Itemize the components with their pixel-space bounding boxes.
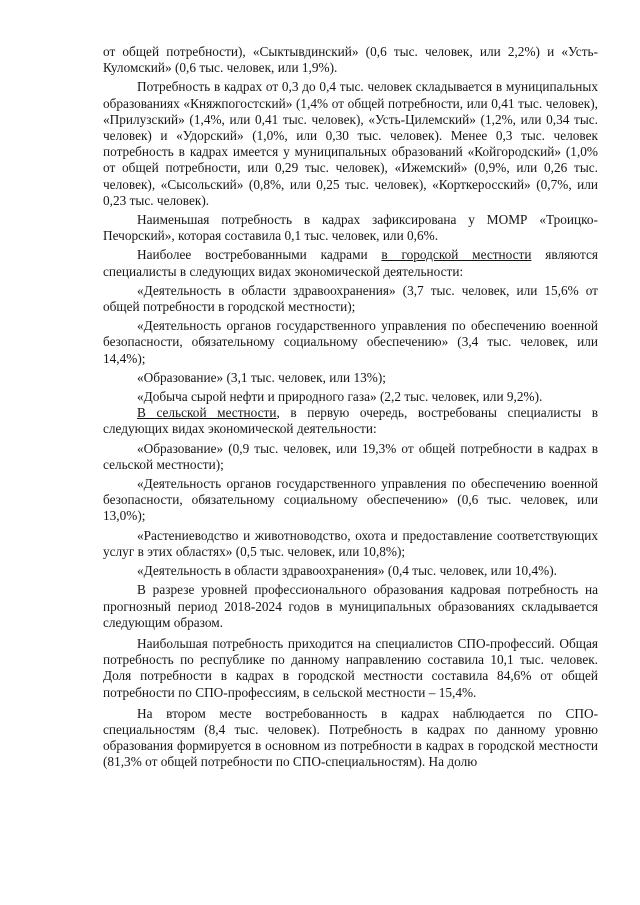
paragraph-urban-demand-intro — [103, 247, 598, 279]
underlined-phrase-rural: В сельской местности — [137, 405, 277, 421]
list-item-urban-healthcare — [103, 283, 598, 315]
list-item-rural-government — [103, 476, 598, 525]
text-span: «Деятельность в области здравоохранения» (3,7 тыс. человек, или 15,6% от общей потребности в городской местности); — [103, 282, 598, 315]
document-page — [103, 44, 598, 771]
list-item-rural-education — [103, 441, 598, 473]
paragraph-spo-professions — [103, 636, 598, 701]
list-item-urban-government — [103, 318, 598, 367]
paragraph-demand-0-3-0-4 — [103, 79, 598, 209]
text-span: являются специалисты в следующих видах экономической деятельности: — [103, 247, 598, 279]
text-span: , в первую очередь, востребованы специалисты в следующих видах экономической деятельности: — [103, 405, 598, 437]
text-span: «Деятельность органов государственного управления по обеспечению военной безопасности, обязательному социальному обеспечению» (3,4 тыс. человек, или 14,4%); — [103, 318, 598, 366]
text-span: Наиболее востребованными кадрами — [137, 247, 382, 263]
list-item-rural-healthcare — [103, 563, 598, 579]
paragraph-lowest-demand — [103, 212, 598, 244]
text-span: Наибольшая потребность приходится на специалистов СПО-профессий. Общая потребность по республике по данному направлению составила 10,1 тыс. человек. Доля потребности в кадрах в городской местности составила 84,6% от общей потребности по СПО-профессиям, в сельской местности – 15,4%. — [103, 635, 598, 700]
text-span: «Образование» (0,9 тыс. человек, или 19,3% от общей потребности в кадрах в сельской местности); — [103, 440, 598, 472]
text-span: На втором месте востребованность в кадрах наблюдается по СПО-специальностям (8,4 тыс. человек). Потребность в кадрах по данному уровню образования формируется в основном из потребности в кадрах в городской местности (81,3% от общей потребности по СПО-специальностям). На долю — [103, 705, 598, 770]
text-span: «Образование» (3,1 тыс. человек, или 13%); — [137, 369, 386, 385]
text-span: «Добыча сырой нефти и природного газа» (2,2 тыс. человек, или 9,2%). — [137, 389, 543, 405]
list-item-urban-education — [103, 370, 598, 386]
list-item-urban-oil-gas — [103, 389, 598, 405]
text-span: Наименьшая потребность в кадрах зафиксирована у МОМР «Троицко-Печорский», которая составила 0,1 тыс. человек, или 0,6%. — [103, 212, 598, 244]
list-item-rural-agriculture — [103, 528, 598, 560]
paragraph-rural-demand-intro — [103, 405, 598, 437]
paragraph-spo-specialties — [103, 706, 598, 771]
text-span: В разрезе уровней профессионального образования кадровая потребность на прогнозный период 2018-2024 годов в муниципальных образованиях складывается следующим образом. — [103, 582, 598, 630]
underlined-phrase-urban: в городской местности — [381, 247, 532, 263]
text-span: «Деятельность органов государственного управления по обеспечению военной безопасности, обязательному социальному обеспечению» (0,6 тыс. человек, или 13,0%); — [103, 476, 598, 524]
paragraph-education-levels — [103, 582, 598, 631]
text-span: «Деятельность в области здравоохранения» (0,4 тыс. человек, или 10,4%). — [137, 563, 557, 579]
text-span: от общей потребности), «Сыктывдинский» (0,6 тыс. человек, или 2,2%) и «Усть-Куломский» (0,6 тыс. человек, или 1,9%). — [103, 44, 598, 76]
text-span: «Растениеводство и животноводство, охота и предоставление соответствующих услуг в этих областях» (0,5 тыс. человек, или 10,8%); — [103, 527, 598, 559]
paragraph-continuation — [103, 44, 598, 76]
text-span: Потребность в кадрах от 0,3 до 0,4 тыс. человек складывается в муниципальных образованиях «Княжпогостский» (1,4% от общей потребности, или 0,41 тыс. человек), «Прилузский» (1,4%, или 0,41 тыс. человек), «Усть-Цилемский» (1,2%, или 0,34 тыс. человек) и «Удорский» (1,0%, или 0,30 тыс. человек). Менее 0,3 тыс. человек потребность в кадрах имеется у муниципальных образований «Койгородский» (1,0% от общей потребности, или 0,29 тыс. человек), «Ижемский» (0,9%, или 0,26 тыс. человек), «Сысольский» (0,8%, или 0,25 тыс. человек), «Корткеросский» (0,7%, или 0,23 тыс. человек). — [103, 79, 598, 208]
